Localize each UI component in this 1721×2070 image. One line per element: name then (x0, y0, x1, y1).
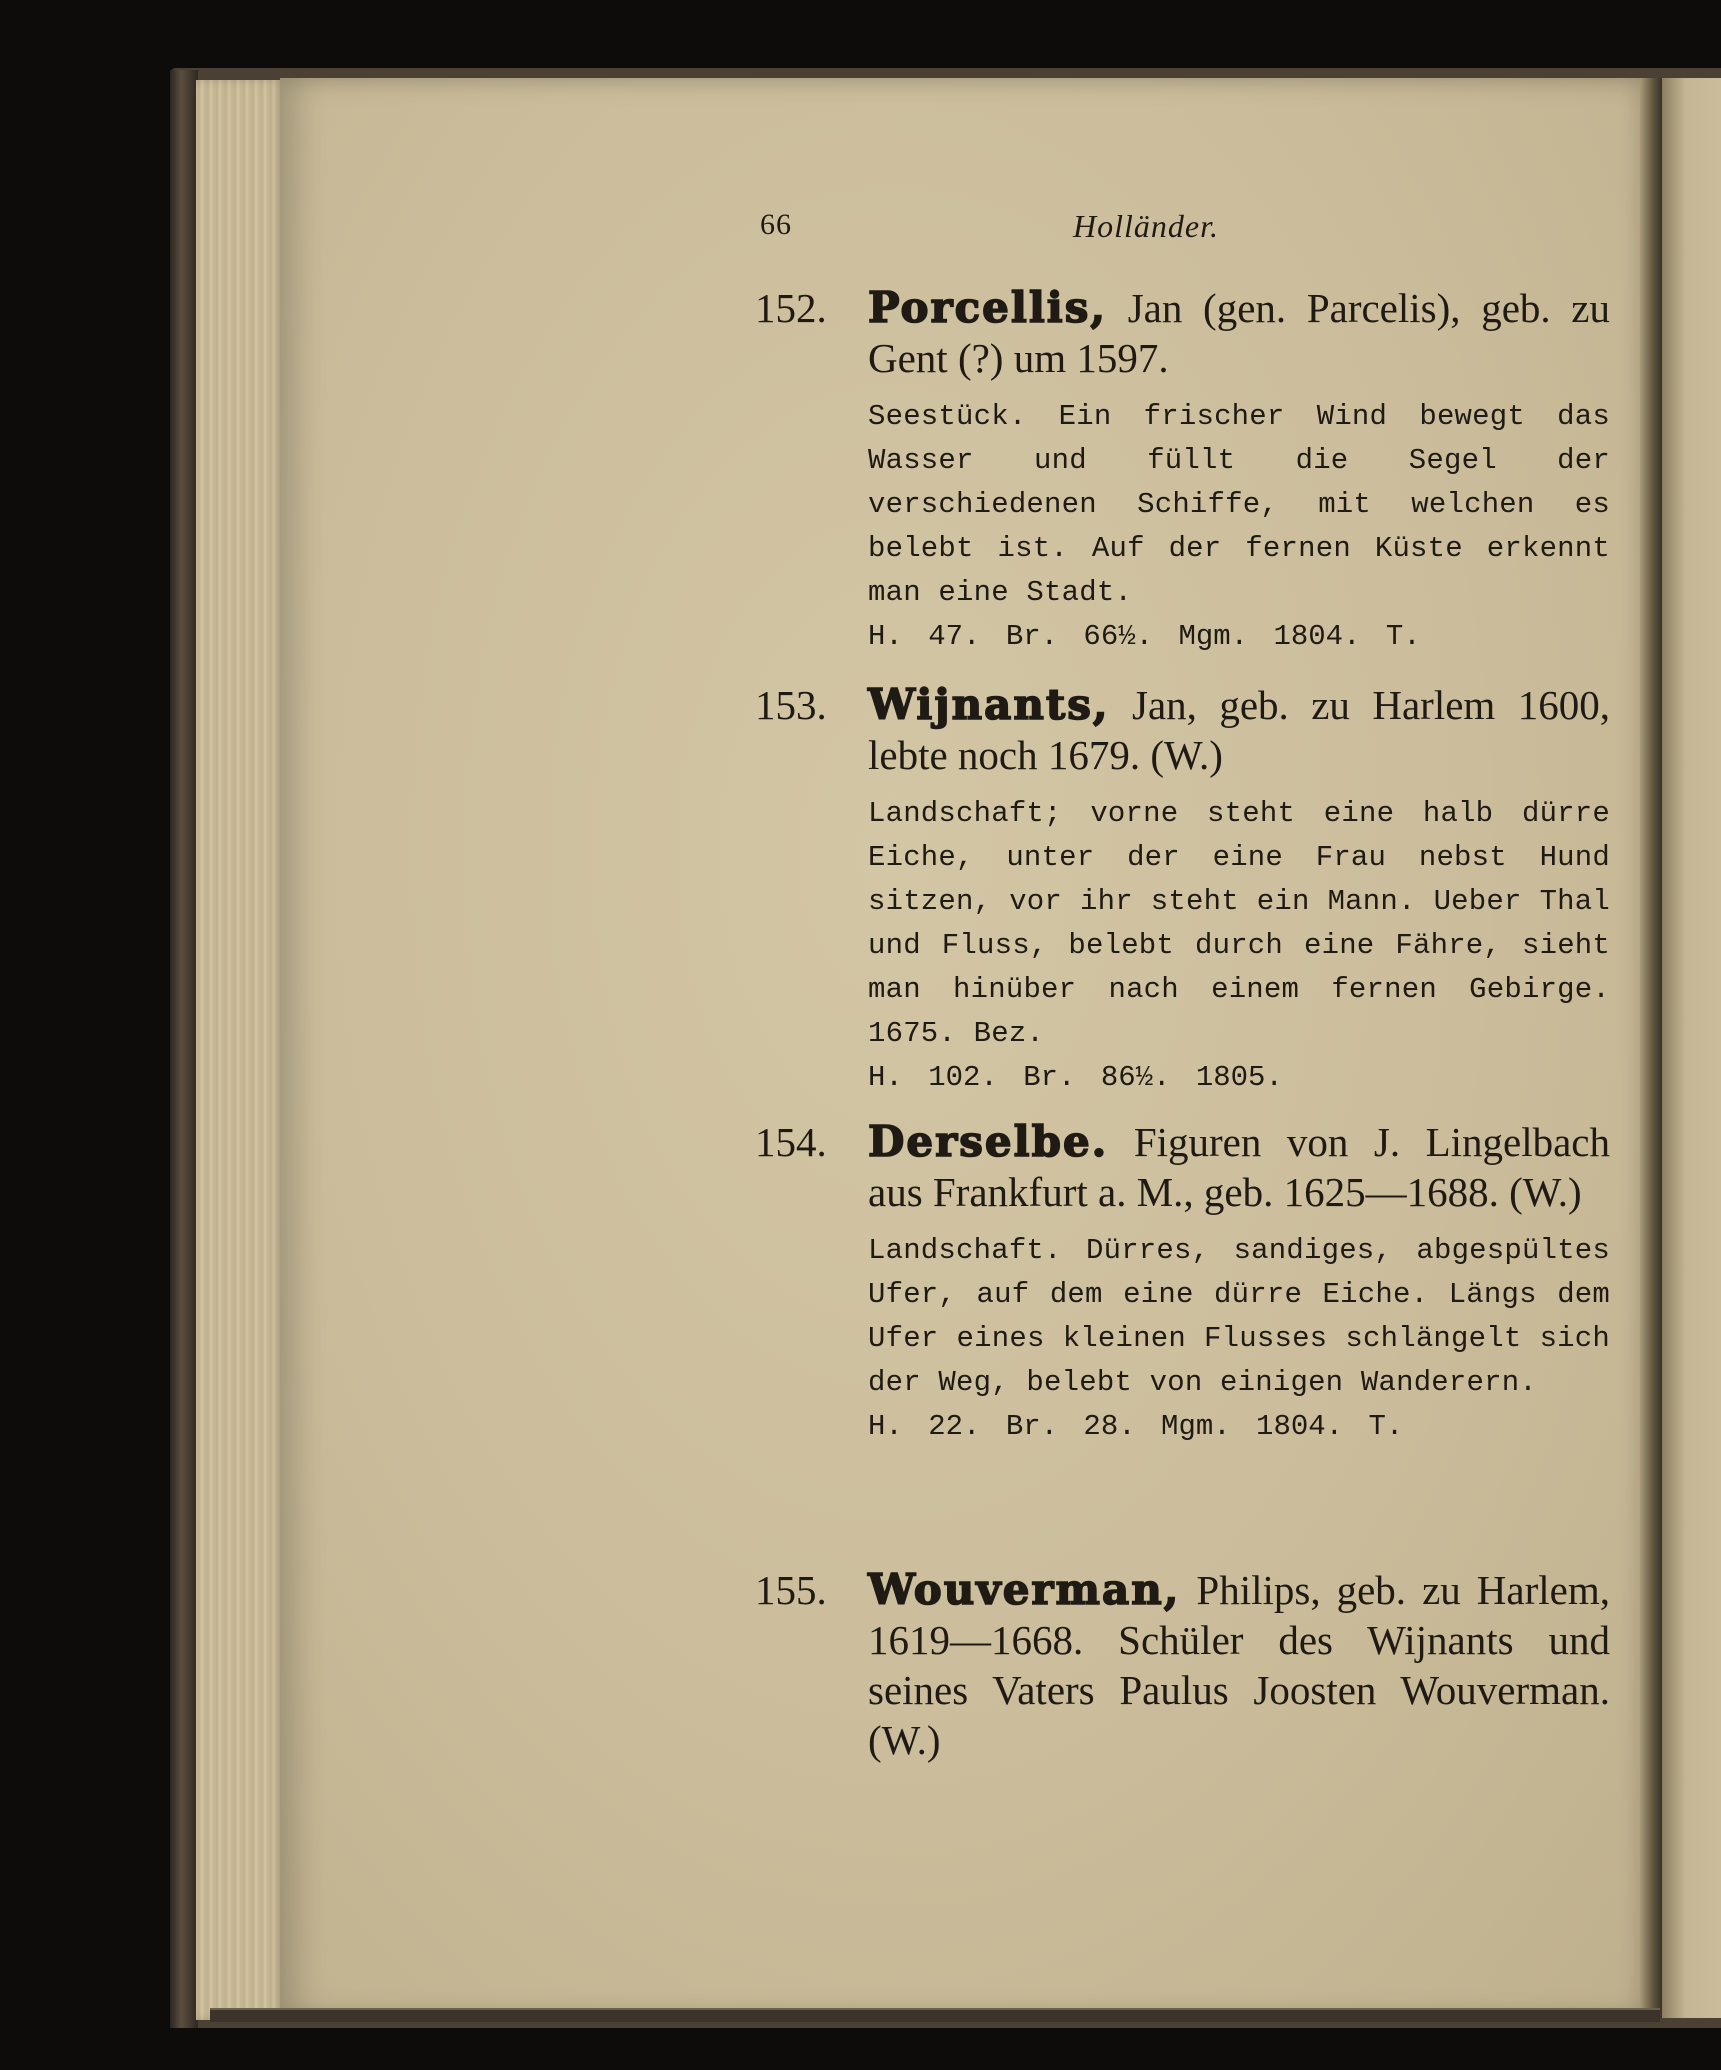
catalog-entry-153 (755, 680, 1610, 1100)
catalog-entry-155 (755, 1565, 1610, 1765)
entry-number: 154. (755, 1119, 827, 1165)
entry-heading (868, 1117, 1610, 1217)
entry-measurements: H. 47. Br. 66½. Mgm. 1804. T. (868, 620, 1421, 653)
page-number: 66 (760, 208, 792, 241)
entry-number: 152. (755, 285, 827, 331)
entry-number: 155. (755, 1567, 827, 1613)
entry-description: Seestück. Ein frischer Wind bewegt das Wasser und füllt die Segel der verschiedenen Schiffe, mit welchen es belebt ist. Auf der fernen Küste erkennt man eine Stadt. (868, 400, 1610, 609)
catalog-entry-154 (755, 1117, 1610, 1449)
entry-description: Landschaft. Dürres, sandiges, abgespültes Ufer, auf dem eine dürre Eiche. Längs dem Ufer eines kleinen Flusses schlängelt sich der Weg, belebt von einigen Wanderern. (868, 1234, 1610, 1399)
artist-info: Jan, geb. zu Harlem 1600, lebte noch 1679. (W.) (868, 682, 1611, 778)
artist-name: Wouverman, (868, 1565, 1181, 1614)
artist-name: Wijnants, (868, 680, 1110, 729)
entry-measurements: H. 22. Br. 28. Mgm. 1804. T. (868, 1410, 1404, 1443)
entry-description: Landschaft; vorne steht eine halb dürre Eiche, unter der eine Frau nebst Hund sitzen, vor ihr steht ein Mann. Ueber Thal und Fluss, belebt durch eine Fähre, sieht man hinüber nach einem fernen Gebirge. 1675. Bez. (868, 797, 1610, 1050)
artist-info: Figuren von J. Lingelbach aus Frankfurt a. M., geb. 1625—1688. (W.) (868, 1119, 1611, 1215)
running-head (760, 208, 1605, 248)
section-title: Holländer. (1073, 208, 1219, 244)
entry-measurements: H. 102. Br. 86½. 1805. (868, 1061, 1283, 1094)
entry-heading (868, 283, 1610, 383)
entry-heading (868, 1565, 1610, 1765)
artist-info: Jan (gen. Parcelis), geb. zu Gent (?) um 1597. (868, 285, 1611, 381)
artist-info: Philips, geb. zu Harlem, 1619—1668. Schüler des Wijnants und seines Vaters Paulus Joosten Wouverman. (W.) (868, 1567, 1610, 1763)
artist-name: Porcellis, (868, 283, 1108, 332)
entry-number: 153. (755, 682, 827, 728)
catalog-entry-152 (755, 283, 1610, 659)
entry-heading (868, 680, 1610, 780)
artist-name: Derselbe. (868, 1117, 1109, 1166)
